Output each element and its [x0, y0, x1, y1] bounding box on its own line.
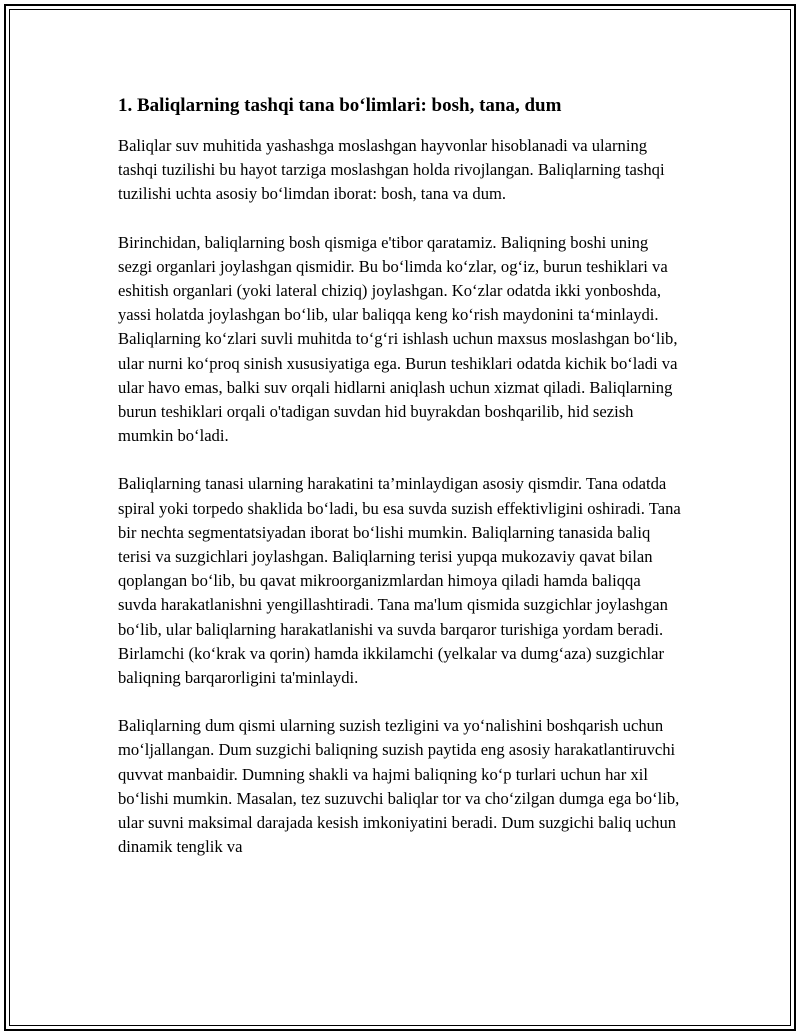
paragraph-body: Baliqlarning tanasi ularning harakatini ta’minlaydigan asosiy qismdir. Tana odatda spiral yoki torpedo shaklida bo‘ladi, bu esa suvda suzish effektivligini oshiradi. Tana bir nechta segmentatsiyadan iborat bo‘lishi mumkin. Baliqlarning tanasida baliq terisi va suzgichlari joylashgan. Baliqlarning terisi yupqa mukozaviy qavat bilan qoplangan bo‘lib, bu qavat mikroorganizmlardan himoya qiladi hamda baliqqa suvda harakatlanishni yengillashtiradi. Tana ma'lum qismida suzgichlar joylashgan bo‘lib, ular baliqlarning harakatlanishi va suvda barqaror turishiga yordam beradi. Birlamchi (ko‘krak va qorin) hamda ikkilamchi (yelkalar va dumg‘aza) suzgichlar baliqning barqarorligini ta'minlaydi.: [118, 474, 681, 688]
paragraph-intro: Baliqlar suv muhitida yashashga moslashgan hayvonlar hisoblanadi va ularning tashqi tuzilishi bu hayot tarziga moslashgan holda rivojlangan. Baliqlarning tashqi tuzilishi uchta asosiy bo‘limdan iborat: bosh, tana va dum.: [118, 136, 665, 204]
paragraph-head: Birinchidan, baliqlarning bosh qismiga e'tibor qaratamiz. Baliqning boshi uning sezgi organlari joylashgan qismidir. Bu bo‘limda ko‘zlar, og‘iz, burun teshiklari va eshitish organlari (yoki lateral chiziq) joylashgan. Ko‘zlar odatda ikki yonboshda, yassi holatda joylashgan bo‘lib, ular baliqqa keng ko‘rish maydonini ta‘minlaydi. Baliqlarning ko‘zlari suvli muhitda to‘g‘ri ishlash uchun maxsus moslashgan bo‘lib, ular nurni ko‘proq sinish xususiyatiga ega. Burun teshiklari odatda kichik bo‘ladi va ular havo emas, balki suv orqali hidlarni aniqlash uchun xizmat qiladi. Baliqlarning burun teshiklari orqali o'tadigan suvdan hid buyrakdan boshqarilib, hid sezish mumkin bo‘ladi.: [118, 232, 678, 446]
document-body: [118, 93, 682, 883]
paragraph-tail: Baliqlarning dum qismi ularning suzish tezligini va yo‘nalishini boshqarish uchun mo‘ljallangan. Dum suzgichi baliqning suzish paytida eng asosiy harakatlantiruvchi quvvat manbaidir. Dumning shakli va hajmi baliqning ko‘p turlari uchun har xil bo‘lishi mumkin. Masalan, tez suzuvchi baliqlar tor va cho‘zilgan dumga ega bo‘lib, ular suvni maksimal darajada kesish imkoniyatini beradi. Dum suzgichi baliq uchun dinamik tenglik va: [118, 716, 680, 857]
section-heading: 1. Baliqlarning tashqi tana bo‘limlari: bosh, tana, dum: [118, 95, 562, 116]
